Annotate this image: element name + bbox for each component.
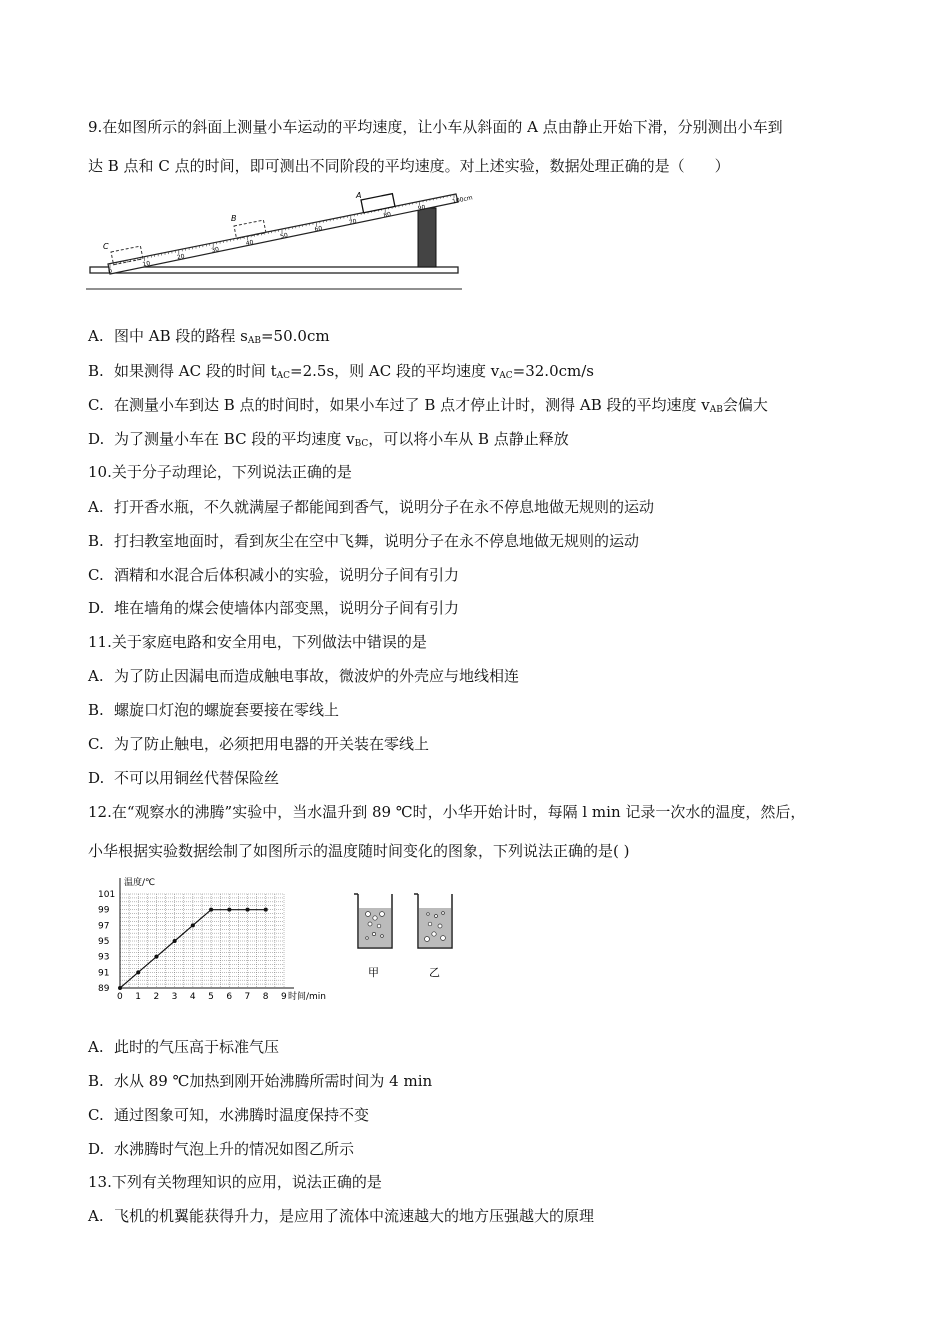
option-text: 为了测量小车在 BC 段的平均速度 v [114,430,355,448]
q13-stem: 13.下列有关物理知识的应用，说法正确的是 [88,1173,382,1191]
q10-stem: 10.关于分子动理论，下列说法正确的是 [88,463,352,481]
q9-option-d [88,429,569,454]
option-label: B. [88,532,104,550]
option-label: D. [88,430,105,448]
option-text: 水从 89 ℃加热到刚开始沸腾所需时间为 4 min [114,1072,433,1090]
q10-option-a [88,497,654,517]
ruler-label: 10 [142,259,151,269]
y-tick-label: 97 [98,921,110,932]
subscript: BC [354,439,369,449]
option-label: A. [88,1038,104,1056]
y-tick-label: 99 [98,905,110,916]
q12-option-d [88,1139,354,1159]
option-text: 图中 AB 段的路程 s [114,327,248,345]
option-label: D. [88,769,105,787]
data-point [209,908,213,912]
option-text: 在测量小车到达 B 点的时间时，如果小车过了 B 点才停止计时，测得 AB 段的平均速度 v [114,396,710,414]
option-text: 此时的气压高于标准气压 [114,1038,280,1056]
label-b: B [231,214,237,223]
q10-option-c [88,565,459,585]
option-label: B. [88,1072,104,1090]
option-label: A. [88,498,104,516]
q11-option-a [88,666,519,686]
beaker-label-yi: 乙 [429,966,440,979]
q9-stem-line2: 达 B 点和 C 点的时间，即可测出不同阶段的平均速度。对上述实验，数据处理正确的是（ ） [88,157,730,175]
data-point [246,908,250,912]
ruler-label: 60 [314,224,323,234]
option-text: 打扫教室地面时，看到灰尘在空中飞舞，说明分子在永不停息地做无规则的运动 [114,532,640,550]
q12-option-c [88,1105,369,1125]
q11-option-d [88,768,279,788]
option-text: 酒精和水混合后体积减小的实验，说明分子间有引力 [114,566,460,584]
subscript: AC [276,371,291,381]
option-text: 螺旋口灯泡的螺旋套要接在零线上 [114,701,340,719]
q9-option-a [88,326,330,351]
option-text: =32.0cm/s [512,362,594,380]
option-label: A. [88,667,104,685]
temperature-time-chart [92,872,352,1008]
option-label: D. [88,1140,105,1158]
option-text: 不可以用铜丝代替保险丝 [114,769,280,787]
q11-option-c [88,734,429,754]
ruler-label: 30 [210,245,220,255]
support-block [418,208,436,267]
ruler-label: 40 [245,238,255,248]
data-point [191,923,195,927]
option-text: 为了防止触电，必须把用电器的开关装在零线上 [114,735,430,753]
x-tick-label: 4 [189,992,196,1002]
q12-option-b [88,1071,432,1091]
subscript: AC [499,371,513,381]
x-tick-label: 5 [208,992,214,1002]
ruler-label: 90 [417,203,427,213]
y-tick-label: 95 [98,937,110,947]
option-text: 堆在墙角的煤会使墙体内部变黑，说明分子间有引力 [114,599,460,617]
option-label: B. [88,362,104,380]
q9-option-c [88,395,768,420]
subscript: AB [709,405,723,415]
y-axis-label: 温度/℃ [124,878,156,888]
option-text: 水沸腾时气泡上升的情况如图乙所示 [114,1140,355,1158]
option-text: 打开香水瓶，不久就满屋子都能闻到香气，说明分子在永不停息地做无规则的运动 [114,498,655,516]
label-a: A [356,191,362,200]
ruler-label: 80 [382,210,392,220]
option-label: C. [88,1106,104,1124]
q11-stem: 11.关于家庭电路和安全用电，下列做法中错误的是 [88,633,427,651]
q12-option-a [88,1037,279,1057]
subscript: AB [247,336,261,346]
data-point [264,908,268,912]
beaker-yi [414,894,452,948]
ruler-label: 70 [348,217,358,227]
option-text: 飞机的机翼能获得升力，是应用了流体中流速越大的地方压强越大的原理 [114,1207,595,1225]
x-axis-label: 时间/min [288,992,327,1002]
x-tick-label: 9 [281,992,287,1002]
option-label: C. [88,566,104,584]
x-tick-label: 2 [153,992,160,1002]
option-label: C. [88,396,104,414]
option-label: D. [88,599,105,617]
option-text: 会偏大 [722,396,768,414]
option-text: 通过图象可知，水沸腾时温度保持不变 [114,1106,370,1124]
incline-ruler-figure [86,186,474,292]
option-text: =50.0cm [260,327,330,345]
ruler-label: 0 [107,267,113,276]
q9-option-b [88,361,594,386]
option-text: =2.5s，则 AC 段的平均速度 v [290,362,500,380]
data-point [118,986,122,990]
option-label: A. [88,327,104,345]
beaker-label-jia: 甲 [368,966,379,979]
data-point [227,908,231,912]
beakers-figure [352,892,472,984]
ruler-label: 20 [176,252,186,262]
q13-option-a [88,1206,594,1226]
x-tick-label: 6 [226,992,233,1002]
beaker-jia [354,894,392,948]
y-tick-label: 89 [98,984,110,994]
option-text: 如果测得 AC 段的时间 t [114,362,277,380]
x-tick-label: 8 [262,992,269,1002]
q12-stem-line1: 12.在“观察水的沸腾”实验中，当水温升到 89 ℃时，小华开始计时，每隔 l min 记录一次水的温度，然后， [88,803,806,821]
y-tick-label: 93 [98,952,110,963]
x-tick-label: 7 [244,992,251,1002]
label-c: C [103,242,109,251]
option-label: B. [88,701,104,719]
q10-option-d [88,598,459,618]
x-tick-label: 1 [135,992,141,1002]
option-text: ，可以将小车从 B 点静止释放 [368,430,569,448]
ruler-label: 50 [279,231,289,241]
x-tick-label: 3 [171,992,178,1002]
ruler-label: 100cm [451,194,474,206]
data-point [173,939,177,943]
x-tick-label: 0 [117,992,123,1002]
q11-option-b [88,700,339,720]
q10-option-b [88,531,639,551]
option-text: 为了防止因漏电而造成触电事故，微波炉的外壳应与地线相连 [114,667,520,685]
data-point [136,970,140,974]
q9-stem-line1: 9.在如图所示的斜面上测量小车运动的平均速度，让小车从斜面的 A 点由静止开始下滑，分别测出小车到 [88,118,783,136]
q12-stem-line2: 小华根据实验数据绘制了如图所示的温度随时间变化的图象，下列说法正确的是( ) [88,842,630,860]
y-tick-label: 101 [98,890,116,900]
option-label: A. [88,1207,104,1225]
option-label: C. [88,735,104,753]
y-tick-label: 91 [98,968,110,979]
data-point [154,955,158,959]
